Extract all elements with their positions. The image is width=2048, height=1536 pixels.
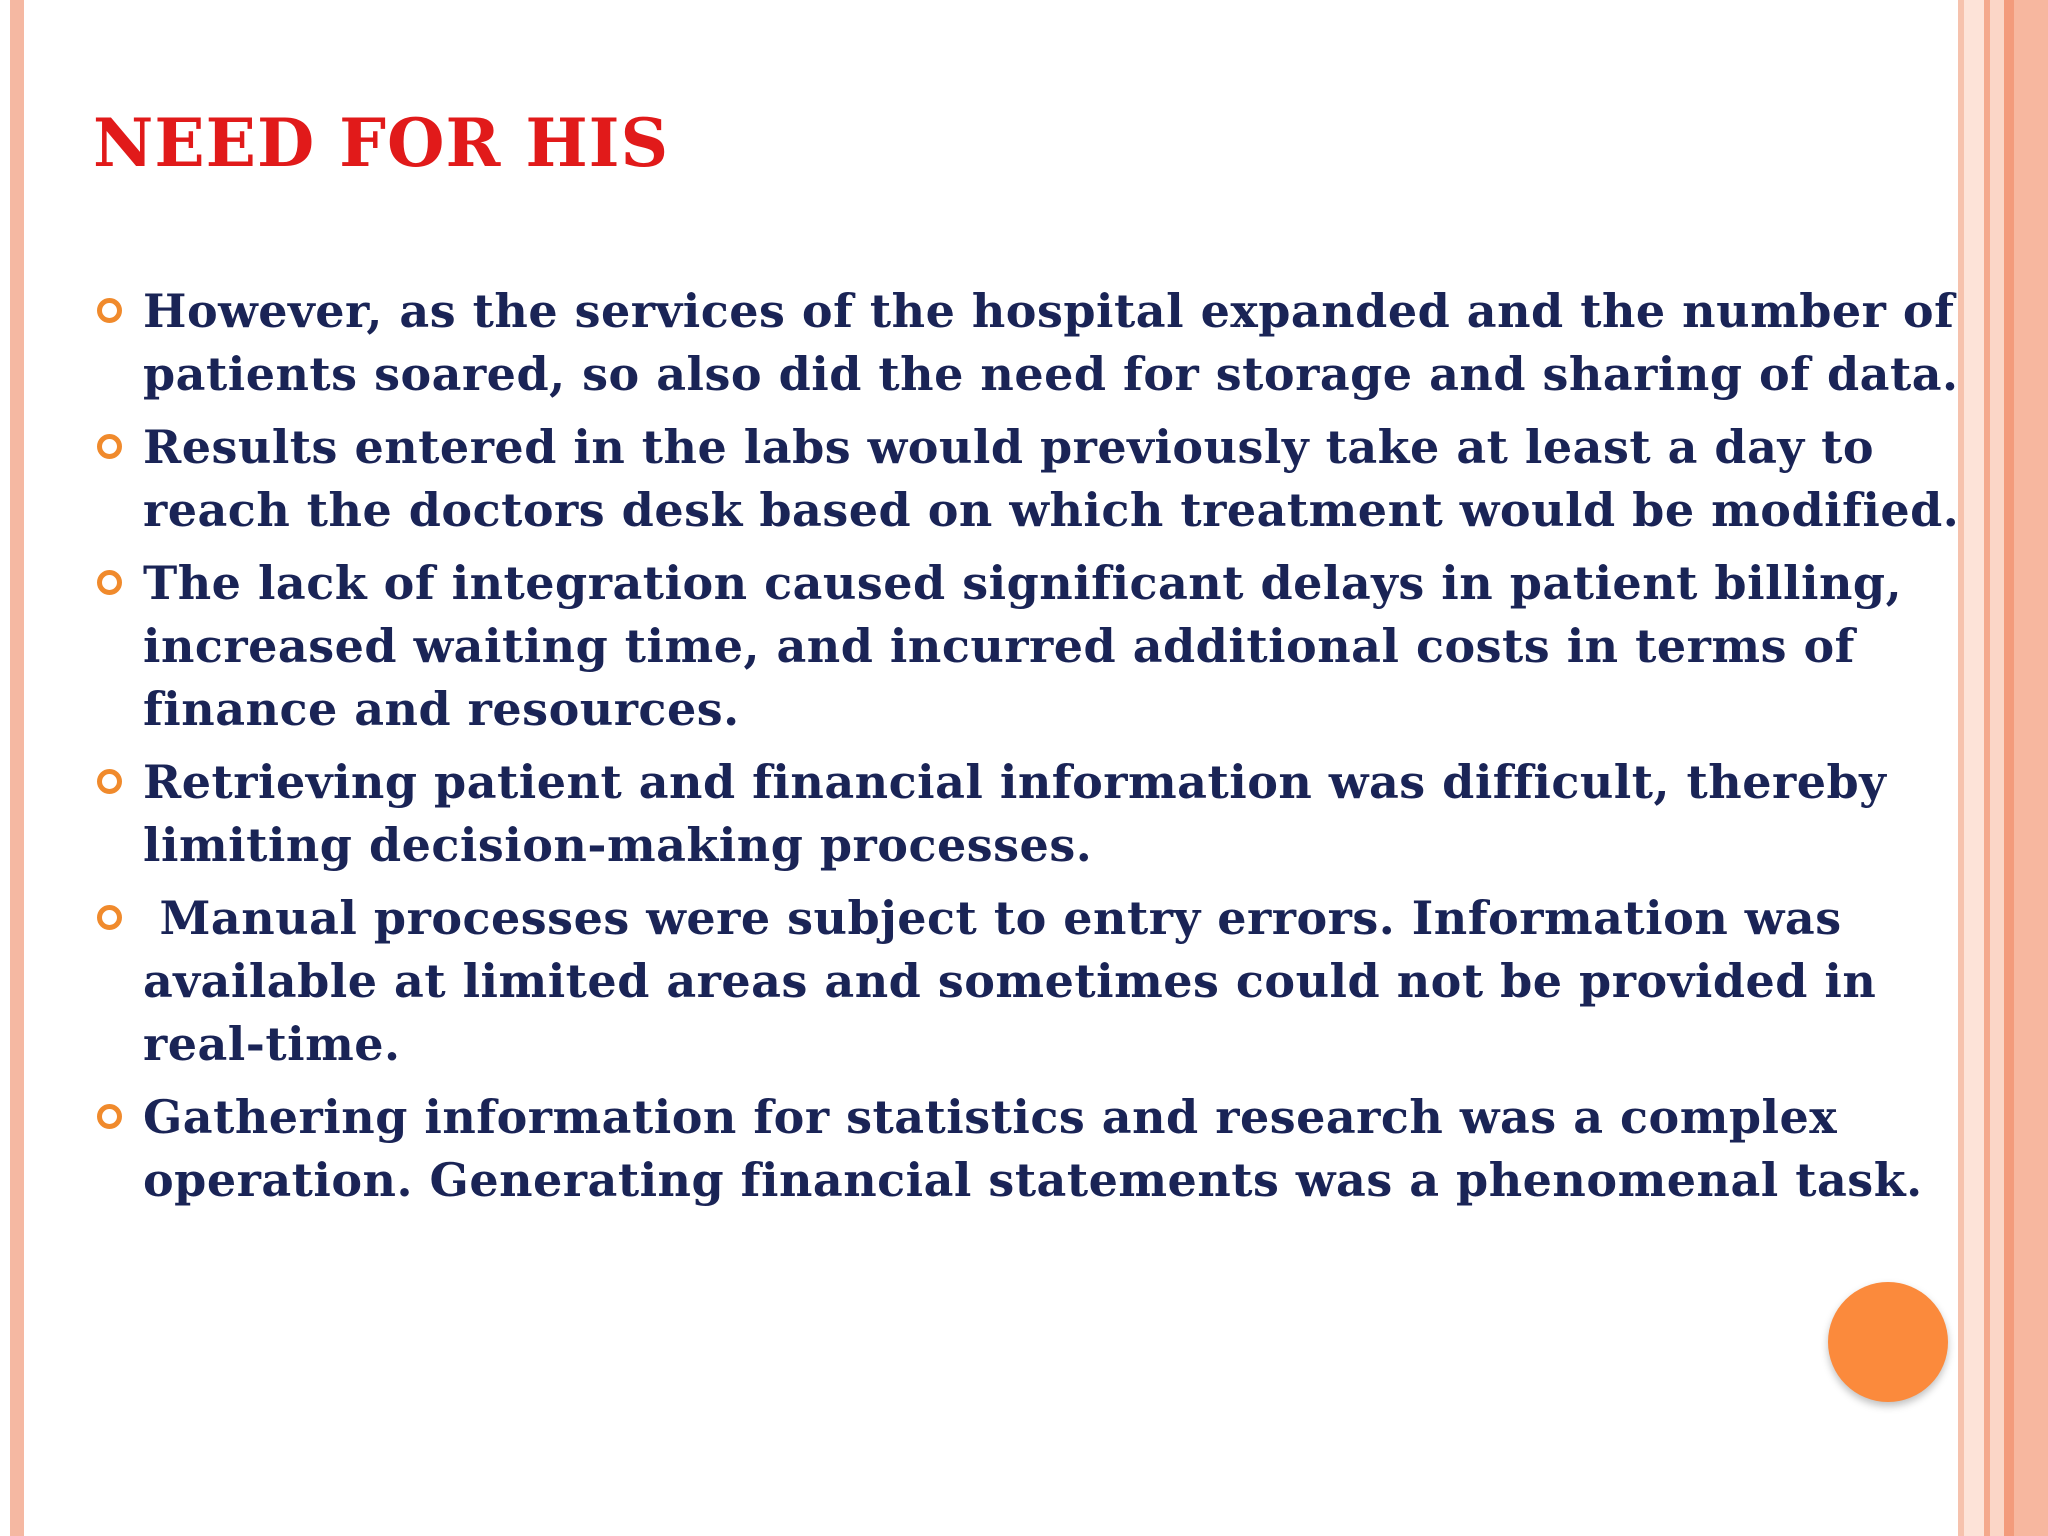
bullet-ring-icon bbox=[97, 1104, 122, 1129]
bullet-text: Retrieving patient and financial information was difficult, thereby limiting decision-making processes. bbox=[143, 755, 1887, 872]
right-decorative-stripe bbox=[2004, 0, 2014, 1536]
bullet-ring-icon bbox=[97, 570, 122, 595]
bullet-ring-icon bbox=[97, 769, 122, 794]
bullet-text: Gathering information for statistics and research was a complex operation. Generating financial statements was a phenomenal task. bbox=[143, 1090, 1923, 1207]
bullet-ring-icon bbox=[97, 905, 122, 930]
bullet-text: However, as the services of the hospital expanded and the number of patients soared, so also did the need for storage and sharing of data. bbox=[143, 284, 1959, 401]
slide-title: NEED FOR HIS bbox=[93, 104, 670, 182]
bullet-ring-icon bbox=[97, 298, 122, 323]
bullet-text: Manual processes were subject to entry errors. Information was available at limited areas and sometimes could not be provided in real-time. bbox=[143, 891, 1893, 1071]
bullet-text: Results entered in the labs would previously take at least a day to reach the doctors desk based on which treatment would be modified. bbox=[143, 420, 1960, 537]
bullet-item bbox=[93, 416, 1963, 542]
left-decorative-stripe bbox=[10, 0, 24, 1536]
bullet-item bbox=[93, 751, 1963, 877]
bullet-text: The lack of integration caused significant delays in patient billing, increased waiting time, and incurred additional costs in terms of finance and resources. bbox=[143, 556, 1903, 736]
right-decorative-stripe bbox=[1964, 0, 1984, 1536]
orange-circle-decoration bbox=[1828, 1282, 1948, 1402]
bullet-item bbox=[93, 887, 1963, 1076]
bullet-ring-icon bbox=[97, 434, 122, 459]
bullet-list bbox=[93, 280, 1963, 1222]
right-decorative-stripe bbox=[2014, 0, 2048, 1536]
right-decorative-stripe bbox=[1990, 0, 2004, 1536]
bullet-item bbox=[93, 552, 1963, 741]
bullet-item bbox=[93, 280, 1963, 406]
bullet-item bbox=[93, 1086, 1963, 1212]
